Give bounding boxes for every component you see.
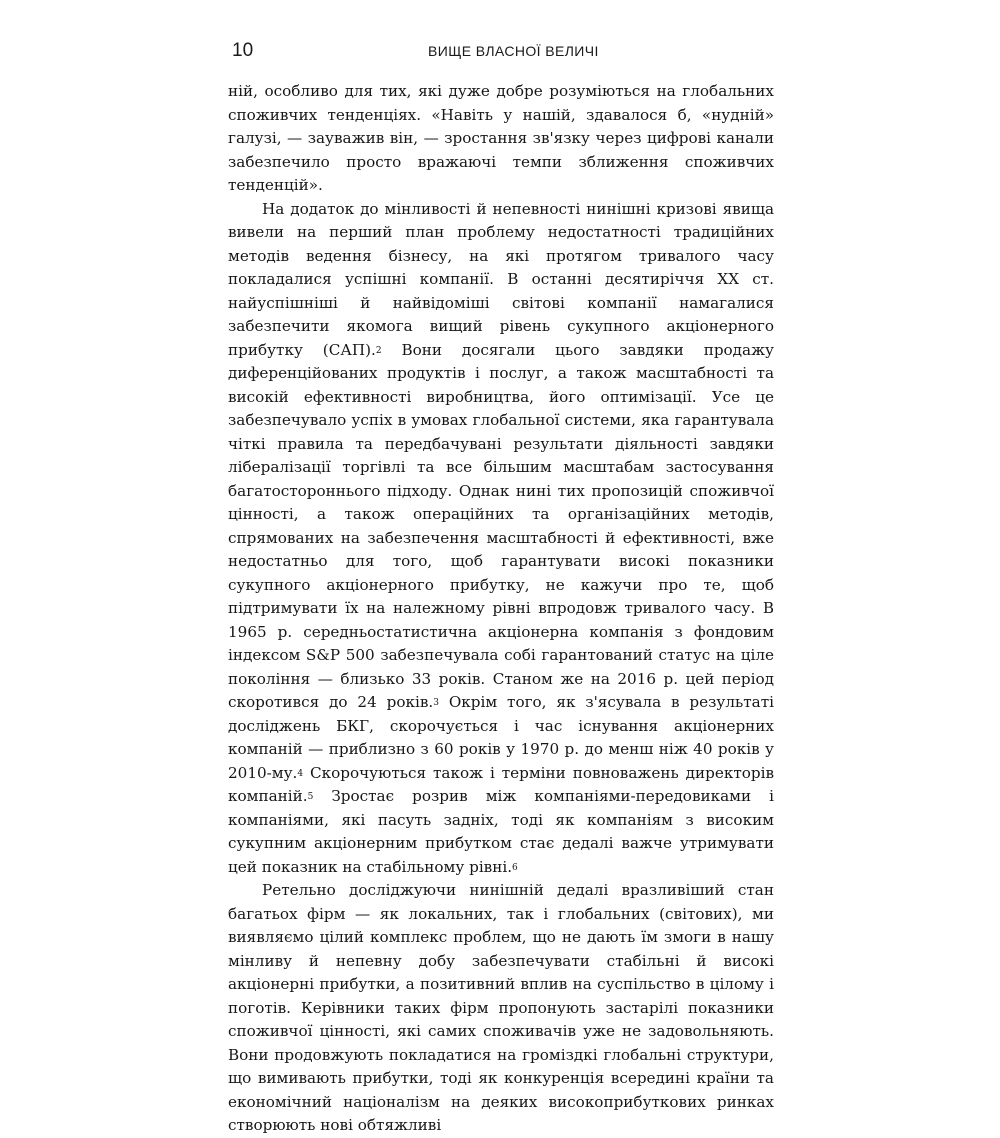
page-header bbox=[228, 40, 774, 66]
paragraph-2-segment: На додаток до мінливості й непевності нинішні кризові явища вивели на перший план проблему недостатності традиційних методів ведення бізнесу, на які протягом тривалого часу покладалися успішні компанії. В останні десятиріччя XX ст. найуспішніші й найвідоміші світові компанії намагалися забезпечити якомога вищий рівень сукупного акціонерного прибутку (САП). bbox=[228, 199, 774, 359]
footnote-ref-2: 2 bbox=[375, 345, 382, 356]
footnote-ref-3: 3 bbox=[433, 698, 439, 708]
paragraph-2-segment: Окрім того, як з'ясувала в результаті досліджень БКГ, скорочується і час існування акціонерних компаній — приблизно з 60 років у 1970 р. до менш ніж 40 років у 2010-му. bbox=[228, 693, 774, 782]
running-title: ВИЩЕ ВЛАСНОЇ ВЕЛИЧІ bbox=[428, 43, 599, 59]
page-number: 10 bbox=[232, 40, 254, 61]
paragraph-2-segment: Вони досягали цього завдяки продажу диференційованих продуктів і послуг, а також масштабності та високій ефективності виробництва, його оптимізації. Усе це забезпечувало успіх в умовах глобальної системи, яка гарантувала чіткі правила та передбачувані результати діяльності завдяки лібералізації торгівлі та все більшим масштабам застосування багатостороннього підходу. Однак нині тих пропозицій споживчої цінності, а також операційних та організаційних методів, спрямованих на забезпечення масштабності й ефективності, вже недостатньо для того, щоб гарантувати високі показники сукупного акціонерного прибутку, не кажучи про те, щоб підтримувати їх на належному рівні впродовж тривалого часу. В 1965 р. середньостатистична акціонерна компанія з фондовим індексом S&P 500 забезпечувала собі гарантований статус на ціле покоління — близько 33 років. Станом же на 2016 р. цей період скоротився до 24 років. bbox=[228, 340, 774, 711]
footnote-ref-6: 6 bbox=[512, 862, 518, 873]
paragraph-2-segment: Скорочуються також і терміни повноважень директорів компаній. bbox=[228, 763, 774, 805]
paragraph-2 bbox=[228, 198, 774, 880]
paragraph-3: Ретельно досліджуючи нинішній дедалі вразливіший стан багатьох фірм — як локальних, так і глобальних (світових), ми виявляємо цілий комплекс проблем, що не дають їм змоги в нашу мінливу й непевну добу забезпечувати стабільні й високі акціонерні прибутки, а позитивний вплив на суспільство в цілому і поготів. Керівники таких фірм пропонують застарілі показники споживчої цінності, які самих споживачів уже не задовольняють. Вони продовжують покладатися на громіздкі глобальні структури, що вимивають прибутки, тоді як конкуренція всередині країни та економічний націоналізм на деяких високоприбуткових ринках створюють нові обтяжливі bbox=[228, 881, 774, 1134]
paragraph-2-segment: Зростає розрив між компаніями-передовиками і компаніями, які пасуть задніх, тоді як компаніям з високим сукупним акціонерним прибутком стає дедалі важче утримувати цей показник на стабільному рівні. bbox=[228, 787, 774, 876]
paragraph-1: ній, особливо для тих, які дуже добре розуміються на глобальних споживчих тенденціях. «Навіть у нашій, здавалося б, «нудній» галузі, — зауважив він, — зростання зв'язку через цифрові канали забезпечило просто вражаючі темпи зближення споживчих тенденцій». bbox=[228, 82, 774, 194]
body-text bbox=[228, 80, 774, 1138]
footnote-ref-4: 4 bbox=[297, 768, 304, 779]
footnote-ref-5: 5 bbox=[307, 792, 314, 802]
